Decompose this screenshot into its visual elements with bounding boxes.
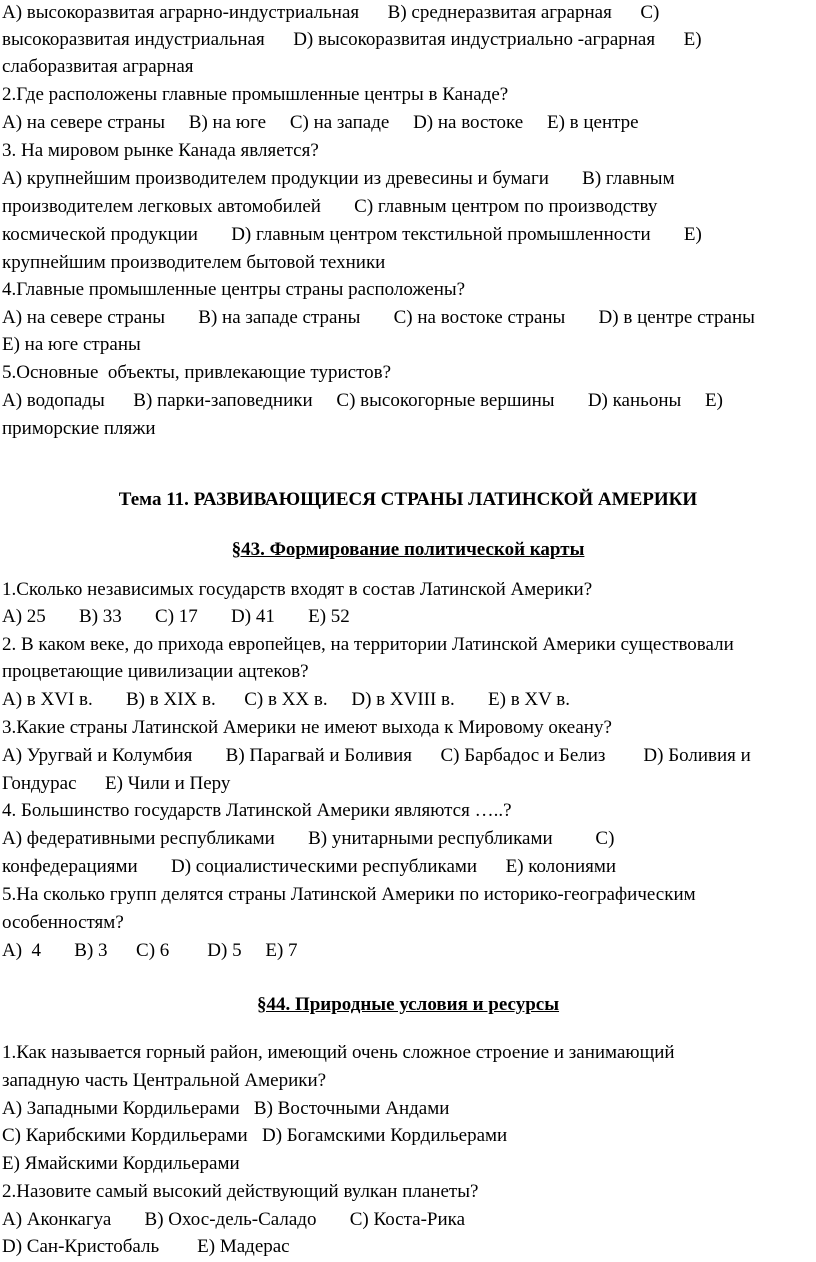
question-line: 2.Назовите самый высокий действующий вулкан планеты? <box>2 1181 479 1202</box>
question-line: 2.Где расположены главные промышленные центры в Канаде? <box>2 84 509 105</box>
question-line: 5.На сколько групп делятся страны Латинской Америки по историко-географическим <box>2 884 696 905</box>
question-line: 3.Какие страны Латинской Америки не имеют выхода к Мировому океану? <box>2 717 612 738</box>
question-line: процветающие цивилизации ацтеков? <box>2 661 309 682</box>
question-line: 1.Как называется горный район, имеющий очень сложное строение и занимающий <box>2 1042 675 1063</box>
answer-options-line: производителем легковых автомобилей С) главным центром по производству <box>2 196 658 217</box>
section-heading: §44. Природные условия и ресурсы <box>256 994 560 1015</box>
answer-options-line: А) 4 В) 3 С) 6 D) 5 Е) 7 <box>2 940 298 961</box>
question-line: особенностям? <box>2 912 124 933</box>
answer-options-line: Е) на юге страны <box>2 334 141 355</box>
question-line: западную часть Центральной Америки? <box>2 1070 327 1091</box>
answer-options-line: А) водопады В) парки-заповедники С) высокогорные вершины D) каньоны Е) <box>2 390 723 411</box>
answer-options-line: Е) Ямайскими Кордильерами <box>2 1153 240 1174</box>
question-line: 1.Сколько независимых государств входят в состав Латинской Америки? <box>2 579 593 600</box>
answer-options-line: А) федеративными республиками В) унитарными республиками С) <box>2 828 615 849</box>
answer-options-line: Гондурас Е) Чили и Перу <box>2 773 231 794</box>
answer-options-line: А) высокоразвитая аграрно-индустриальная В) среднеразвитая аграрная С) <box>2 2 660 23</box>
answer-options-line: приморские пляжи <box>2 418 156 439</box>
question-line: 3. На мировом рынке Канада является? <box>2 140 319 161</box>
question-line: 5.Основные объекты, привлекающие туристов? <box>2 362 392 383</box>
answer-options-line: А) Западными Кордильерами В) Восточными Андами <box>2 1098 450 1119</box>
answer-options-line: слаборазвитая аграрная <box>2 56 194 77</box>
answer-options-line: крупнейшим производителем бытовой техники <box>2 252 386 273</box>
answer-options-line: А) на севере страны В) на западе страны С) на востоке страны D) в центре страны <box>2 307 755 328</box>
question-line: 4. Большинство государств Латинской Америки являются …..? <box>2 800 512 821</box>
answer-options-line: С) Карибскими Кордильерами D) Богамскими Кордильерами <box>2 1125 508 1146</box>
answer-options-line: космической продукции D) главным центром текстильной промышленности Е) <box>2 224 702 245</box>
question-line: 2. В каком веке, до прихода европейцев, на территории Латинской Америки существовали <box>2 634 734 655</box>
answer-options-line: D) Сан-Кристобаль Е) Мадерас <box>2 1236 290 1257</box>
answer-options-line: А) Аконкагуа В) Охос-дель-Саладо С) Коста-Рика <box>2 1209 466 1230</box>
answer-options-line: А) крупнейшим производителем продукции из древесины и бумаги В) главным <box>2 168 675 189</box>
section-heading: §43. Формирование политической карты <box>231 539 585 560</box>
answer-options-line: А) на севере страны В) на юге С) на западе D) на востоке Е) в центре <box>2 112 639 133</box>
answer-options-line: А) Уругвай и Колумбия В) Парагвай и Боливия С) Барбадос и Белиз D) Боливия и <box>2 745 751 766</box>
answer-options-line: А) в XVI в. В) в XIX в. С) в XX в. D) в XVIII в. Е) в XV в. <box>2 689 570 710</box>
answer-options-line: конфедерациями D) социалистическими республиками Е) колониями <box>2 856 617 877</box>
question-line: 4.Главные промышленные центры страны расположены? <box>2 279 466 300</box>
answer-options-line: А) 25 В) 33 С) 17 D) 41 Е) 52 <box>2 606 350 627</box>
topic-heading: Тема 11. РАЗВИВАЮЩИЕСЯ СТРАНЫ ЛАТИНСКОЙ АМЕРИКИ <box>118 489 698 510</box>
answer-options-line: высокоразвитая индустриальная D) высокоразвитая индустриально -аграрная Е) <box>2 29 702 50</box>
